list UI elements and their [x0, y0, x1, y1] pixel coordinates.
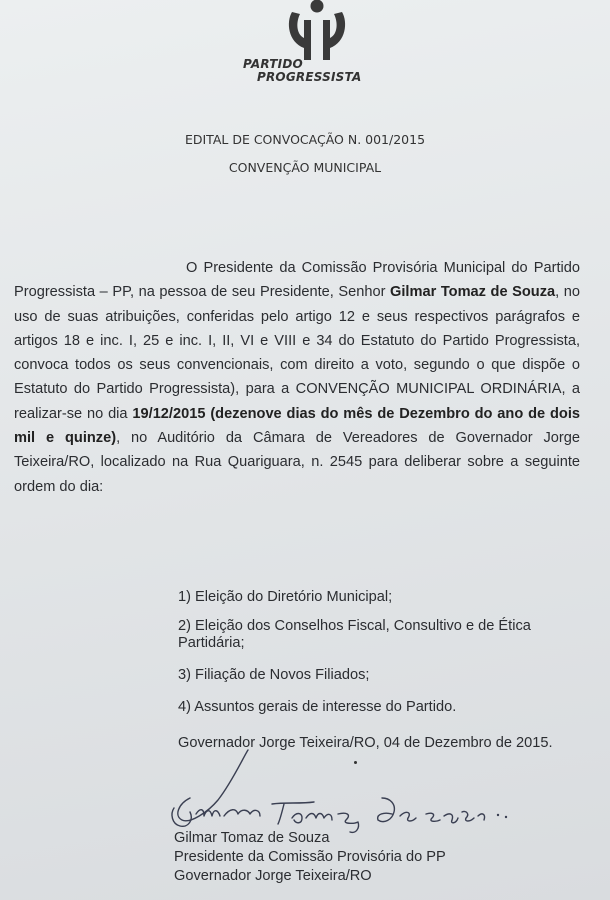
signer-name: Gilmar Tomaz de Souza	[174, 830, 330, 846]
partido-progressista-logo-icon	[284, 0, 350, 62]
logo-line-1: PARTIDO	[243, 57, 303, 71]
body-text-2: , no uso de suas atribuições, conferidas pelo artigo 12 e seus respectivos parágrafos e artigos 18 e inc. I, 25 e inc. I, II, VI e VIII e 34 do Estatuto do Partido Progressista, convoca todos os seus convencionais, com direito a voto, segundo o que dispõe o Estatuto do Partido Progressista), para a CONVENÇÃO MUNICIPAL ORDINÁRIA, a realizar-se no dia	[14, 284, 581, 422]
convention-date-words: (dezenove dias do mês de Dezembro do ano de dois mil e quinze)	[14, 405, 580, 447]
agenda-item-4: 4) Assuntos gerais de interesse do Partido.	[178, 699, 457, 715]
document-subtitle: CONVENÇÃO MUNICIPAL	[228, 160, 382, 175]
agenda-item-1: 1) Eleição do Diretório Municipal;	[178, 589, 393, 605]
document-title: EDITAL DE CONVOCAÇÃO N. 001/2015	[184, 132, 426, 147]
body-text-1: O Presidente da Comissão Provisória Municipal do Partido Progressista – PP, na pessoa de seu Presidente, Senhor	[14, 260, 580, 301]
place-date: Governador Jorge Teixeira/RO, 04 de Dezembro de 2015.	[178, 735, 553, 751]
signature-block	[174, 829, 446, 886]
handwritten-signature	[160, 742, 520, 837]
body-text-3: , no Auditório da Câmara de Vereadores de Governador Jorge Teixeira/RO, localizado na Rua Quariguara, n. 2545 para deliberar sobre a seguinte ordem do dia:	[14, 430, 580, 495]
body-paragraph	[14, 256, 580, 499]
signer-role: Presidente da Comissão Provisória do PP	[174, 849, 446, 865]
president-name: Gilmar Tomaz de Souza	[390, 284, 556, 301]
logo-line-2: PROGRESSISTA	[257, 70, 362, 84]
signer-city: Governador Jorge Teixeira/RO	[174, 868, 372, 884]
convention-date: 19/12/2015	[132, 405, 206, 422]
logo-wordmark	[243, 58, 361, 84]
agenda-item-3: 3) Filiação de Novos Filiados;	[178, 667, 370, 683]
agenda-item-2: 2) Eleição dos Conselhos Fiscal, Consultivo e de Ética Partidária;	[178, 618, 531, 651]
